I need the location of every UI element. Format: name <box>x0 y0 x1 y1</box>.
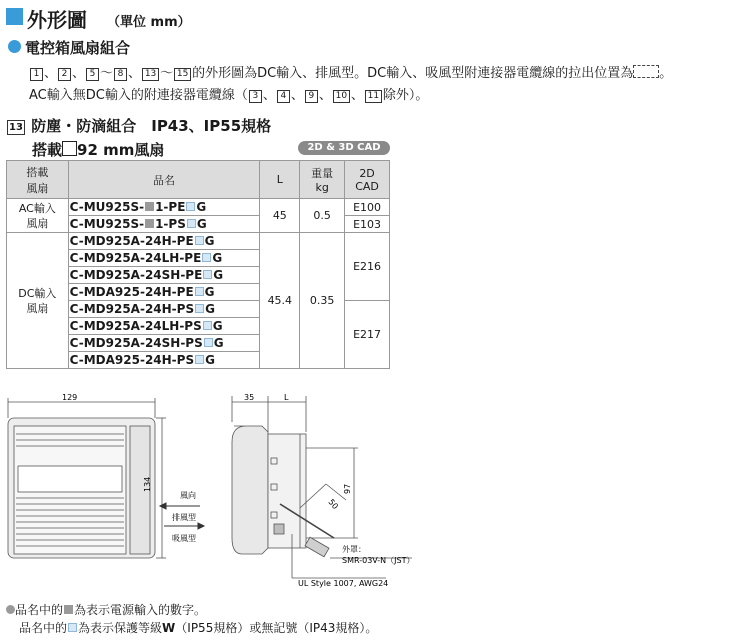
cad-link[interactable]: E217 <box>345 301 390 369</box>
cable-position-marker <box>633 65 659 78</box>
value-weight: 0.35 <box>300 233 345 369</box>
protection-placeholder <box>195 236 204 245</box>
dim-97: 97 <box>343 483 352 494</box>
pn-part: 1-PS <box>155 217 186 231</box>
col-header-weight: 重量 kg <box>300 161 345 199</box>
square-outline-icon <box>62 141 77 156</box>
part-number <box>68 284 260 301</box>
housing-label: 外罩： <box>342 545 366 554</box>
table-row <box>7 233 390 250</box>
pn-part: G <box>213 268 224 282</box>
dim-50: 50 <box>326 497 340 512</box>
side-view <box>232 396 415 578</box>
desc-text: 的外形圖為DC輸入、排風型。DC輸入、吸風型附連接器電纜線的拉出位置為 <box>192 66 634 81</box>
table-header-row <box>7 161 390 199</box>
part-number <box>68 352 260 369</box>
note-text: 為表示保護等級 <box>78 621 163 635</box>
description-line-2 <box>29 84 428 103</box>
pn-part: G <box>212 319 223 333</box>
protection-placeholder <box>203 270 212 279</box>
spec-table <box>6 160 390 369</box>
pn-part: G <box>205 353 215 367</box>
pn-part: C-MD925A-24LH-PS <box>69 319 202 333</box>
mount-label: 搭載 <box>32 141 63 159</box>
connector-housing <box>305 537 329 557</box>
pn-part: G <box>213 336 224 350</box>
dim-129: 129 <box>62 393 78 402</box>
col-header-l: L <box>260 161 300 199</box>
part-number <box>68 250 260 267</box>
part-number <box>68 301 260 318</box>
desc-text: AC輸入無DC輸入的附連接器電纜線（ <box>29 88 248 103</box>
airflow-label: 風向 <box>180 491 196 500</box>
protection-placeholder <box>186 202 195 211</box>
pn-part: C-MD925A-24SH-PS <box>69 336 203 350</box>
sep: 、 <box>262 88 276 103</box>
col-header-cad: 2D CAD <box>345 161 390 199</box>
part-number <box>68 199 260 216</box>
model-num-box: 10 <box>333 90 350 103</box>
voltage-placeholder <box>145 202 154 211</box>
bullet-icon <box>8 40 21 53</box>
pn-part: G <box>205 302 215 316</box>
model-num-box: 1 <box>30 68 43 81</box>
dim-L: L <box>284 393 289 402</box>
fan-size-label: 92 mm風扇 <box>77 141 165 159</box>
pn-part: C-MU925S- <box>69 200 145 214</box>
model-num-box: 11 <box>365 90 382 103</box>
pn-part: G <box>196 200 207 214</box>
model-num-box: 8 <box>114 68 127 81</box>
sep: 、 <box>290 88 304 103</box>
value-l: 45 <box>260 199 300 233</box>
sep: 、 <box>72 66 86 81</box>
pn-part: G <box>204 234 215 248</box>
note-text: 為表示電源輸入的數字。 <box>74 603 207 617</box>
cad-link[interactable]: E216 <box>345 233 390 301</box>
sep: ～ <box>160 66 174 81</box>
sep: ～ <box>100 66 114 81</box>
section-title: 防塵・防滴組合 IP43、IP55規格 <box>31 117 272 135</box>
note-bold: W <box>162 621 176 635</box>
page-title: 外形圖 <box>27 8 87 32</box>
cable-spec: UL Style 1007, AWG24 <box>298 579 389 588</box>
pn-part: C-MD925A-24H-PS <box>69 302 195 316</box>
protection-placeholder <box>204 338 213 347</box>
model-num-box: 5 <box>86 68 99 81</box>
pn-part: G <box>204 285 215 299</box>
model-num-box: 15 <box>174 68 191 81</box>
description-line-1 <box>29 62 672 81</box>
voltage-placeholder <box>64 605 73 614</box>
footnote-2 <box>19 619 377 636</box>
note-text: 品名中的 <box>15 603 64 617</box>
dim-35: 35 <box>244 393 255 402</box>
group-ac: AC輸入 風扇 <box>7 199 69 233</box>
value-weight: 0.5 <box>300 199 345 233</box>
exhaust-label: 排風型 <box>172 513 196 522</box>
sep: 、 <box>44 66 58 81</box>
unit-label: （單位 mm） <box>107 15 191 30</box>
model-num-box: 9 <box>305 90 318 103</box>
title-marker <box>6 8 23 25</box>
part-number <box>68 267 260 284</box>
bullet-icon <box>6 605 15 614</box>
pn-part: C-MDA925-24H-PS <box>69 353 195 367</box>
pn-part: G <box>212 251 223 265</box>
note-text: 品名中的 <box>19 621 68 635</box>
sep: 、 <box>128 66 142 81</box>
footnote-1 <box>6 601 206 618</box>
cad-link[interactable]: E100 <box>345 199 390 216</box>
part-number <box>68 335 260 352</box>
dimension-drawing <box>0 388 750 603</box>
dim-134: 134 <box>143 476 152 492</box>
cad-badge[interactable]: 2D & 3D CAD <box>298 141 390 155</box>
pn-part: G <box>196 217 207 231</box>
part-number <box>68 318 260 335</box>
protection-placeholder <box>195 304 204 313</box>
protection-placeholder <box>203 321 212 330</box>
note-text: （IP55規格）或無記號（IP43規格）。 <box>175 621 378 635</box>
protection-placeholder <box>68 623 77 632</box>
protection-placeholder <box>187 219 196 228</box>
section-heading <box>6 115 271 136</box>
model-num-box: 2 <box>58 68 71 81</box>
desc-text: 除外）。 <box>382 88 429 103</box>
sep: 、 <box>318 88 332 103</box>
pn-part: C-MU925S- <box>69 217 145 231</box>
voltage-placeholder <box>145 219 154 228</box>
pn-part: C-MD925A-24H-PE <box>69 234 194 248</box>
protection-placeholder <box>195 287 204 296</box>
section-num-box: 13 <box>7 120 25 135</box>
sep: 、 <box>350 88 364 103</box>
model-num-box: 4 <box>277 90 290 103</box>
protection-placeholder <box>195 355 204 364</box>
section-heading-2 <box>32 139 164 160</box>
pn-part: C-MDA925-24H-PE <box>69 285 194 299</box>
sep: 。 <box>659 66 673 81</box>
value-l: 45.4 <box>260 233 300 369</box>
section-subtitle: 電控箱風扇組合 <box>25 39 131 57</box>
col-header-fan: 搭載 風扇 <box>7 161 69 199</box>
group-dc: DC輸入 風扇 <box>7 233 69 369</box>
cable-gland <box>274 524 284 534</box>
part-number <box>68 233 260 250</box>
part-number <box>68 216 260 233</box>
table-row <box>7 199 390 216</box>
intake-label: 吸風型 <box>172 534 196 543</box>
cad-link[interactable]: E103 <box>345 216 390 233</box>
housing-part-number: SMR-03V-N（JST） <box>342 556 415 565</box>
pn-part: C-MD925A-24SH-PE <box>69 268 203 282</box>
model-num-box: 3 <box>249 90 262 103</box>
col-header-name: 品名 <box>68 161 260 199</box>
pn-part: C-MD925A-24LH-PE <box>69 251 202 265</box>
protection-placeholder <box>202 253 211 262</box>
model-num-box: 13 <box>142 68 159 81</box>
pn-part: 1-PE <box>155 200 186 214</box>
